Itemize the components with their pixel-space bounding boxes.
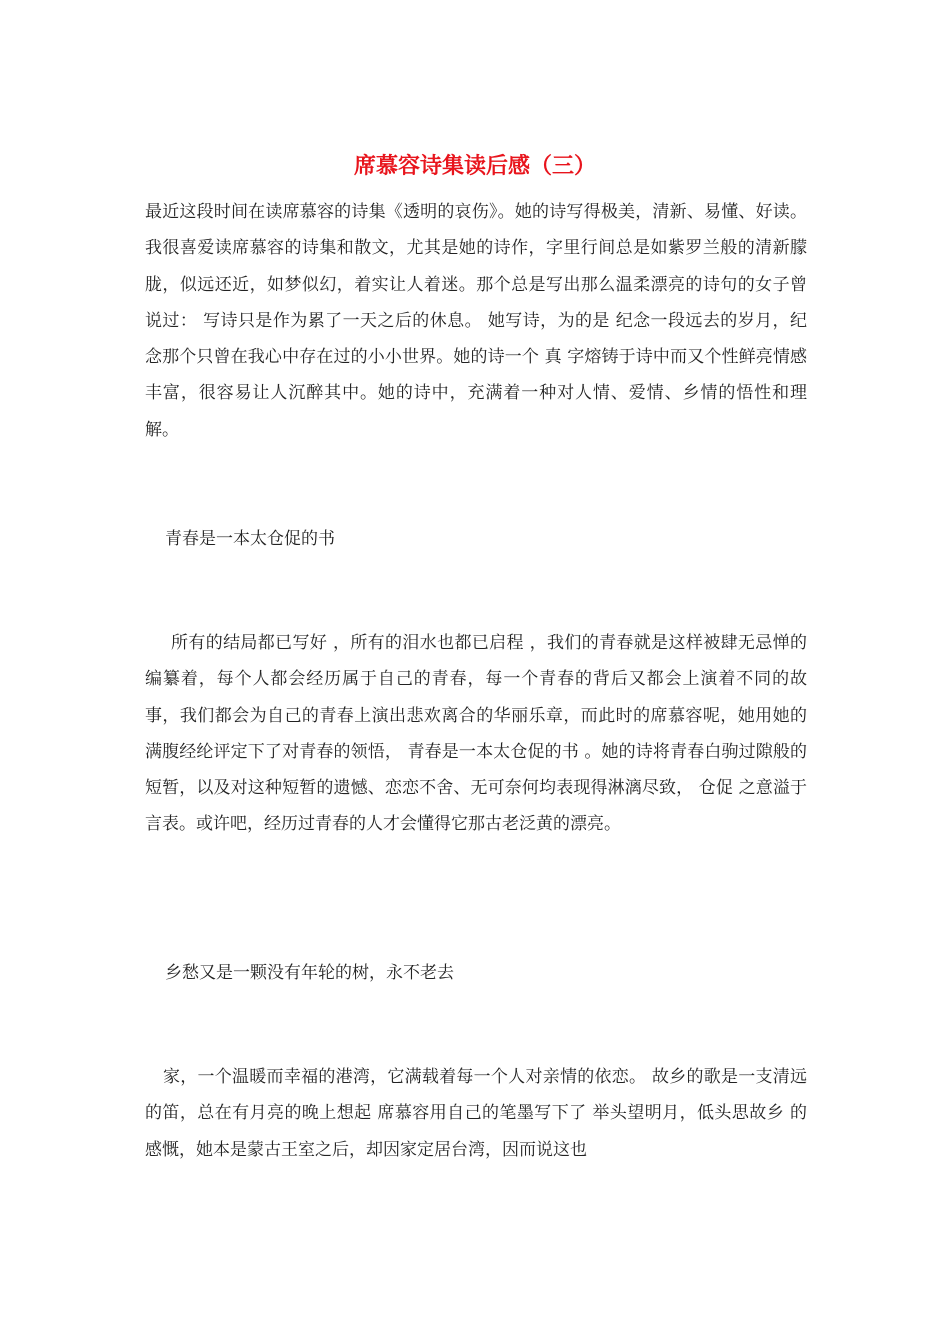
document-title: 席慕容诗集读后感（三）	[353, 154, 596, 179]
paragraph-nostalgia: 家，一个温暖而幸福的港湾，它满载着每一个人对亲情的依恋。 故乡的歌是一支清远的笛，总在有月亮的晚上想起 席慕容用自己的笔墨写下了 举头望明月，低头思故乡 的感慨，她本是蒙古王室之后，却因家定居台湾，因而说这也	[145, 1067, 807, 1160]
paragraph-youth: 所有的结局都已写好 ，所有的泪水也都已启程 ，我们的青春就是这样被肆无忌惮的编纂着，每个人都会经历属于自己的青春，每一个青春的背后又都会上演着不同的故事，我们都会为自己的青春上演出悲欢离合的华丽乐章，而此时的席慕容呢，她用她的满腹经纶评定下了对青春的领悟， 青春是一本太仓促的书 。她的诗将青春白驹过隙般的短暂，以及对这种短暂的遗憾、恋恋不舍、无可奈何均表现得淋漓尽致， 仓促 之意溢于言表。或许吧，经历过青春的人才会懂得它那古老泛黄的漂亮。	[145, 633, 807, 835]
paragraph-intro: 最近这段时间在读席慕容的诗集《透明的哀伤》。她的诗写得极美，清新、易懂、好读。我很喜爱读席慕容的诗集和散文，尤其是她的诗作，字里行间总是如紫罗兰般的清新朦胧，似远还近，如梦似幻，着实让人着迷。那个总是写出那么温柔漂亮的诗句的女子曾说过： 写诗只是作为累了一天之后的休息。 她写诗，为的是 纪念一段远去的岁月，纪念那个只曾在我心中存在过的小小世界。她的诗一个 真 字熔铸于诗中而又个性鲜亮情感丰富，很容易让人沉醉其中。她的诗中，充满着一种对人情、爱情、乡情的悟性和理解。	[145, 202, 807, 440]
section-heading-nostalgia: 乡愁又是一颗没有年轮的树，永不老去	[165, 963, 454, 983]
section-heading-youth: 青春是一本太仓促的书	[165, 529, 335, 549]
